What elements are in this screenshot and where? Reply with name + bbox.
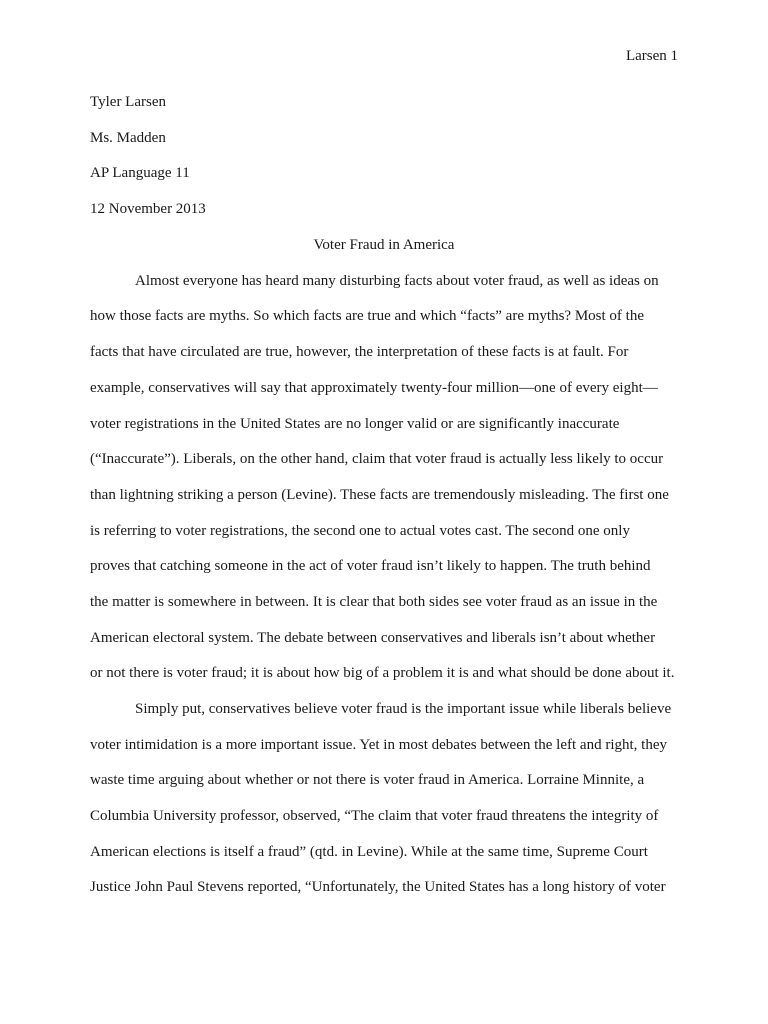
paragraph-1-line-9: proves that catching someone in the act of voter fraud isn’t likely to happen. The truth behind xyxy=(90,558,651,574)
paragraph-2-line-6: Justice John Paul Stevens reported, “Unfortunately, the United States has a long history of voter xyxy=(90,879,666,895)
paragraph-1-line-11: American electoral system. The debate between conservatives and liberals isn’t about whether xyxy=(90,630,656,646)
paragraph-2-line-3: waste time arguing about whether or not there is voter fraud in America. Lorraine Minnite, a xyxy=(90,772,645,788)
paragraph-1-line-1: Almost everyone has heard many disturbing facts about voter fraud, as well as ideas on xyxy=(135,273,659,289)
essay-date: 12 November 2013 xyxy=(90,201,206,217)
paragraph-1-line-5: voter registrations in the United States are no longer valid or are significantly inaccurate xyxy=(90,416,620,432)
paragraph-1-line-4: example, conservatives will say that approximately twenty-four million—one of every eight— xyxy=(90,380,658,396)
teacher-name: Ms. Madden xyxy=(90,130,166,146)
paragraph-1-line-10: the matter is somewhere in between. It is clear that both sides see voter fraud as an issue in the xyxy=(90,594,658,610)
paragraph-1-line-12: or not there is voter fraud; it is about how big of a problem it is and what should be done about it. xyxy=(90,665,675,681)
paragraph-1-line-3: facts that have circulated are true, however, the interpretation of these facts is at fault. For xyxy=(90,344,629,360)
essay-title: Voter Fraud in America xyxy=(313,237,455,253)
paragraph-1-line-2: how those facts are myths. So which facts are true and which “facts” are myths? Most of the xyxy=(90,308,644,324)
paragraph-2-line-5: American elections is itself a fraud” (qtd. in Levine). While at the same time, Supreme Court xyxy=(90,844,648,860)
author-name: Tyler Larsen xyxy=(90,94,166,110)
paragraph-2-line-1: Simply put, conservatives believe voter fraud is the important issue while liberals believe xyxy=(135,701,672,717)
running-head: Larsen 1 xyxy=(625,48,678,64)
course-name: AP Language 11 xyxy=(90,165,190,181)
paragraph-2-line-4: Columbia University professor, observed, “The claim that voter fraud threatens the integrity of xyxy=(90,808,659,824)
paragraph-1-line-6: (“Inaccurate”). Liberals, on the other hand, claim that voter fraud is actually less likely to occur xyxy=(90,451,664,467)
paragraph-1-line-7: than lightning striking a person (Levine). These facts are tremendously misleading. The first one xyxy=(90,487,669,503)
paragraph-2-line-2: voter intimidation is a more important issue. Yet in most debates between the left and right, they xyxy=(90,737,667,753)
paragraph-1-line-8: is referring to voter registrations, the second one to actual votes cast. The second one only xyxy=(90,523,630,539)
